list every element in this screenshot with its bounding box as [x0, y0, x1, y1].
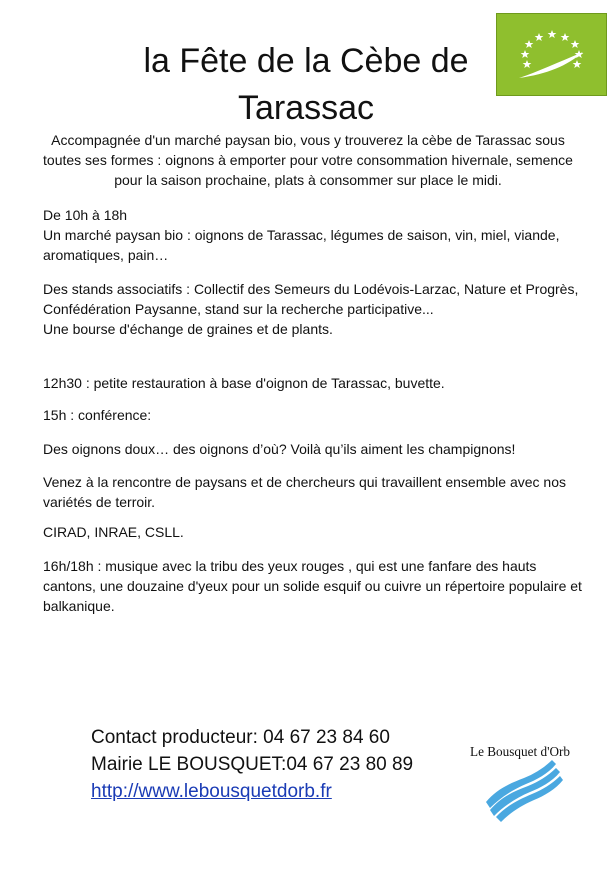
contact-block	[91, 724, 413, 805]
market-section	[43, 205, 583, 265]
bousquet-logo	[468, 728, 578, 824]
intro-paragraph: Accompagnée d'un marché paysan bio, vous y trouverez la cèbe de Tarassac sous toutes ses formes : oignons à emporter pour votre consommation hivernale, semence pour la saison prochaine, plats à consommer sur place le midi.	[43, 132, 573, 188]
market-description: Un marché paysan bio : oignons de Tarassac, légumes de saison, vin, miel, viande, aromatiques, pain…	[43, 227, 560, 263]
conference-title: Des oignons doux… des oignons d’où? Voilà qu’ils aiment les champignons!	[43, 441, 516, 457]
producer-contact: Contact producteur: 04 67 23 84 60	[91, 727, 390, 748]
seed-exchange: Une bourse d'échange de graines et de plants.	[43, 321, 333, 337]
eu-organic-leaf-icon	[497, 14, 606, 95]
mairie-contact: Mairie LE BOUSQUET:04 67 23 80 89	[91, 754, 414, 775]
bousquet-wave-icon	[468, 728, 578, 824]
website-link[interactable]: http://www.lebousquetdorb.fr	[91, 781, 332, 802]
conference-description: Venez à la rencontre de paysans et de chercheurs qui travaillent ensemble avec nos variétés de terroir.	[43, 474, 566, 510]
conference-partners: CIRAD, INRAE, CSLL.	[43, 524, 184, 540]
page-title: la Fête de la Cèbe de Tarassac	[143, 42, 469, 127]
stands-description: Des stands associatifs : Collectif des Semeurs du Lodévois-Larzac, Nature et Progrès, Confédération Paysanne, stand sur la recherche participative...	[43, 281, 579, 317]
restauration-text: 12h30 : petite restauration à base d'oignon de Tarassac, buvette.	[43, 375, 445, 391]
logo-text: Le Bousquet d'Orb	[470, 745, 570, 760]
music-text: 16h/18h : musique avec la tribu des yeux rouges , qui est une fanfare des hauts cantons, une douzaine d'yeux pour un solide esquif ou cuivre un répertoire populaire et balkanique.	[43, 558, 582, 614]
stands-section	[43, 279, 583, 339]
eu-organic-logo	[496, 13, 607, 96]
market-time: De 10h à 18h	[43, 207, 128, 223]
conference-time: 15h : conférence:	[43, 407, 152, 423]
